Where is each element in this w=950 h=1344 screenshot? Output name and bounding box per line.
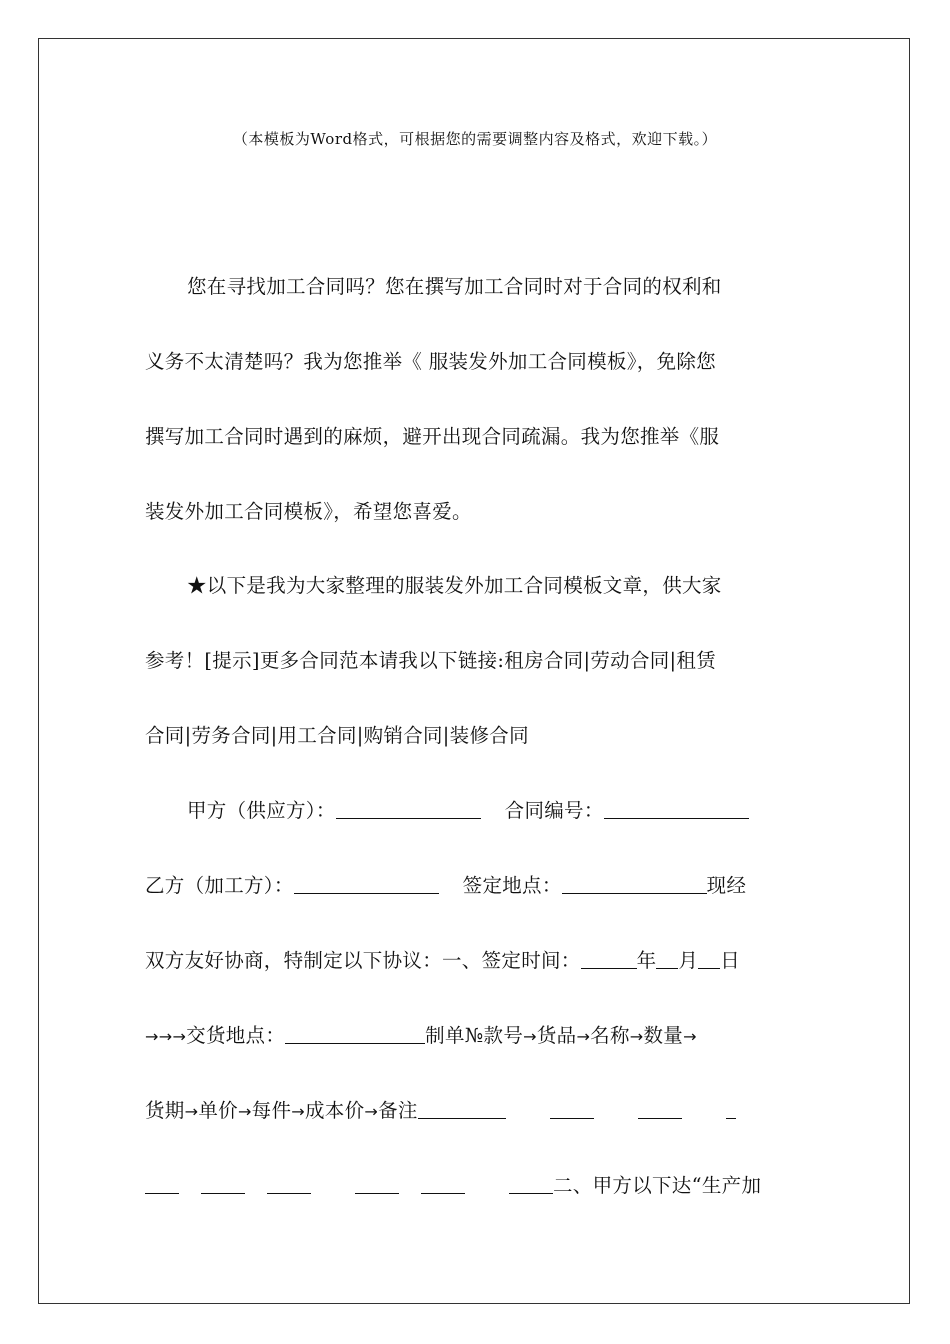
sign-place-label: 签定地点： <box>462 874 562 897</box>
day-label: 日 <box>720 949 741 972</box>
arrow-icon: → <box>145 1027 159 1046</box>
table-blank[interactable] <box>638 1098 682 1119</box>
table-blank[interactable] <box>509 1173 553 1194</box>
table-blank[interactable] <box>201 1173 245 1194</box>
order-no-label: 制单№款号 <box>425 1024 524 1047</box>
per-piece-label: 每件 <box>251 1099 292 1122</box>
name-label: 名称 <box>590 1024 630 1047</box>
notice-line-2: 参考！[提示]更多合同范本请我以下链接:租房合同|劳动合同|租赁 <box>145 649 717 672</box>
delivery-label: 交货地点： <box>186 1024 286 1047</box>
arrow-icon: → <box>629 1027 644 1046</box>
contract-no-label: 合同编号： <box>504 799 604 822</box>
contract-line-2 <box>145 871 815 901</box>
remark-blank[interactable] <box>418 1098 506 1119</box>
intro-line-4: 装发外加工合同模板》，希望您喜爱。 <box>145 500 472 523</box>
cost-price-label: 成本价 <box>304 1099 365 1122</box>
intro-line-2: 义务不太清楚吗？我为您推举《 服装发外加工合同模板》，免除您 <box>145 350 716 373</box>
sign-place-blank[interactable] <box>562 873 707 894</box>
arrow-icon: → <box>237 1102 252 1121</box>
table-blank[interactable] <box>355 1173 399 1194</box>
arrow-icon: → <box>576 1027 591 1046</box>
line6-tail: 二、甲方以下达“生产加 <box>553 1174 762 1197</box>
table-blank[interactable] <box>145 1173 179 1194</box>
goods-label: 货品 <box>536 1024 577 1047</box>
table-blank[interactable] <box>267 1173 311 1194</box>
month-label: 月 <box>678 949 699 972</box>
contract-line-5 <box>145 1096 815 1127</box>
contract-line-6 <box>145 1171 815 1201</box>
party-b-label: 乙方（加工方）： <box>145 874 294 897</box>
contract-line-3 <box>145 946 815 976</box>
contract-line-4 <box>145 1021 815 1052</box>
sign-time-text: 双方友好协商，特制定以下协议：一、签定时间： <box>145 949 581 972</box>
arrow-icon: → <box>172 1027 187 1046</box>
party-a-blank[interactable] <box>336 798 481 819</box>
contract-line-1 <box>187 796 857 826</box>
year-blank[interactable] <box>581 948 637 969</box>
notice-line-3: 合同|劳务合同|用工合同|购销合同|装修合同 <box>145 724 529 747</box>
intro-line-1: 您在寻找加工合同吗？您在撰写加工合同时对于合同的权利和 <box>187 275 722 298</box>
table-blank[interactable] <box>421 1173 465 1194</box>
template-note: （本模板为Word格式，可根据您的需要调整内容及格式，欢迎下载。） <box>232 130 718 148</box>
arrow-icon: → <box>291 1102 305 1121</box>
delivery-period-label: 货期 <box>145 1099 185 1122</box>
month-blank[interactable] <box>656 948 678 969</box>
arrow-icon: → <box>523 1027 537 1046</box>
line2-tail: 现经 <box>706 874 747 897</box>
notice-line-1: ★以下是我为大家整理的服装发外加工合同模板文章，供大家 <box>187 574 722 597</box>
contract-no-blank[interactable] <box>604 798 749 819</box>
table-blank[interactable] <box>550 1098 594 1119</box>
arrow-icon: → <box>364 1102 379 1121</box>
day-blank[interactable] <box>698 948 720 969</box>
arrow-icon: → <box>184 1102 199 1121</box>
arrow-icon: → <box>683 1027 697 1046</box>
table-blank[interactable] <box>726 1098 736 1119</box>
unit-price-label: 单价 <box>198 1099 238 1122</box>
party-b-blank[interactable] <box>294 873 439 894</box>
year-label: 年 <box>636 949 657 972</box>
intro-line-3: 撰写加工合同时遇到的麻烦，避开出现合同疏漏。我为您推举《服 <box>145 425 720 448</box>
party-a-label: 甲方（供应方）： <box>187 799 336 822</box>
delivery-blank[interactable] <box>285 1023 425 1044</box>
quantity-label: 数量 <box>643 1024 684 1047</box>
remark-label: 备注 <box>378 1099 418 1122</box>
arrow-icon: → <box>158 1027 173 1046</box>
